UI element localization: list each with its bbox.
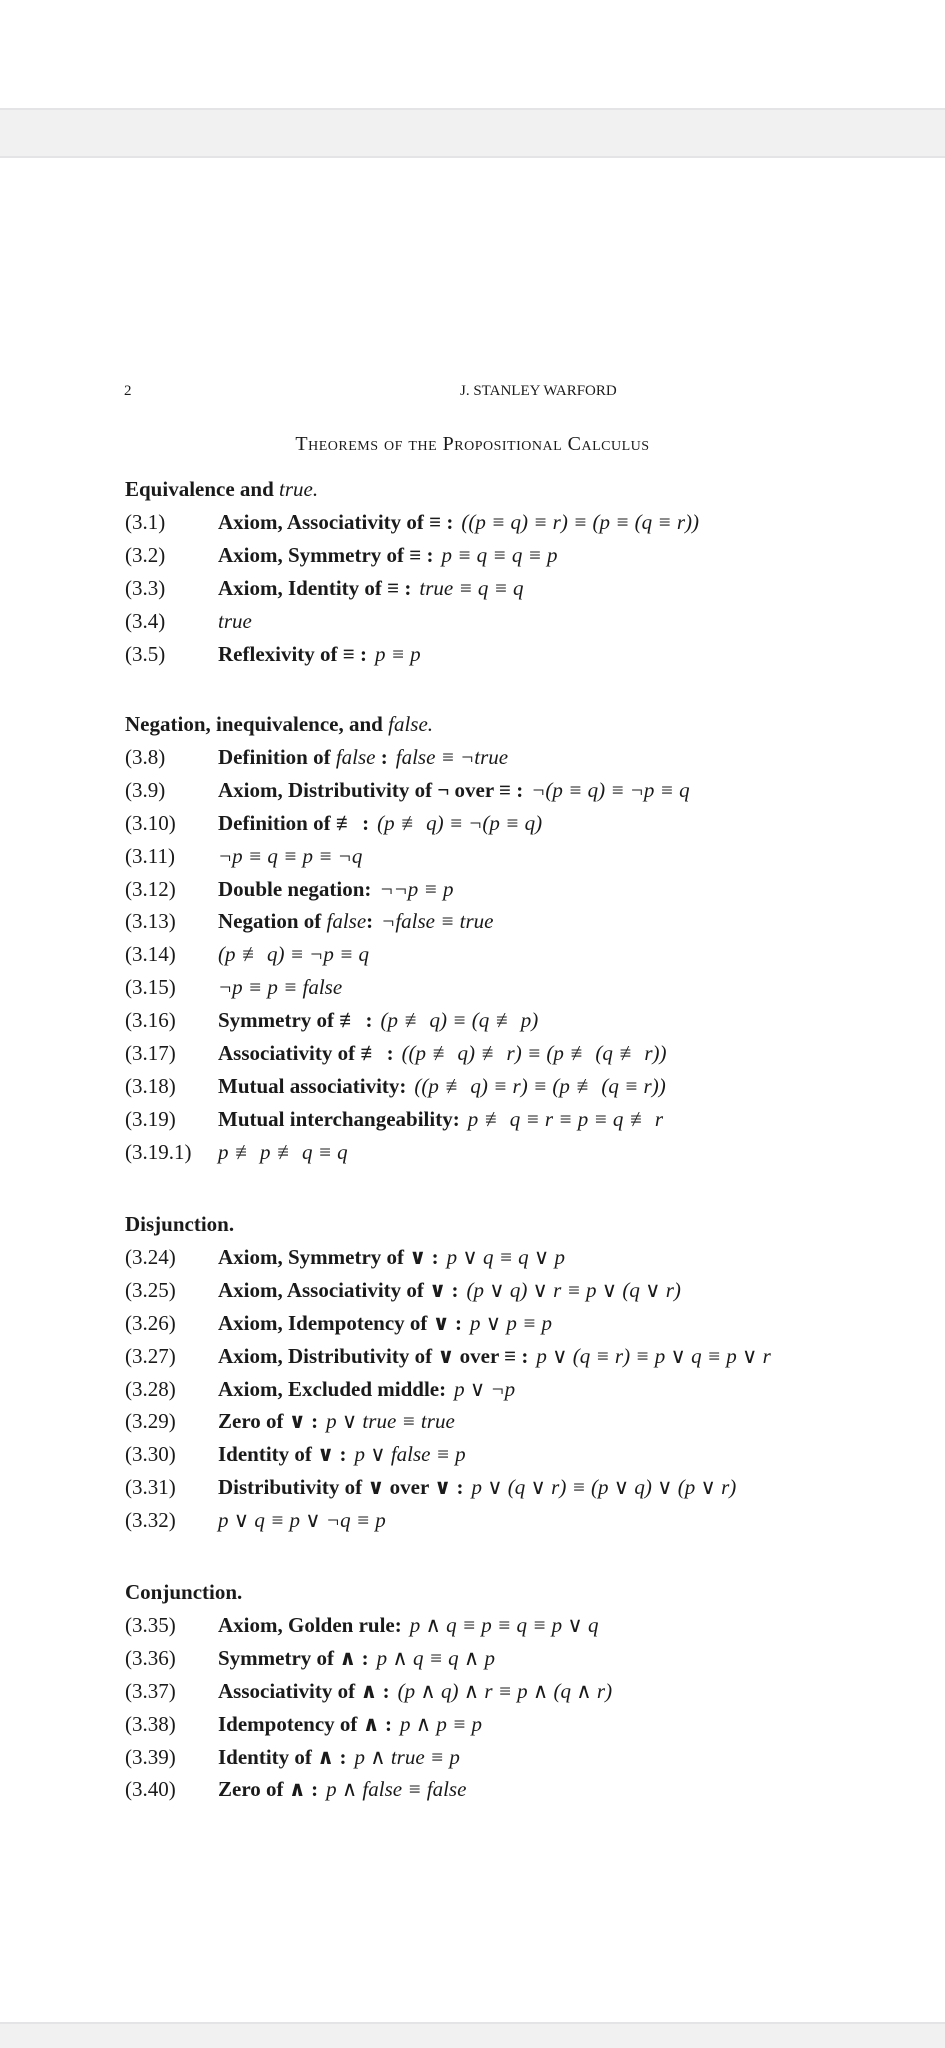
theorem-label: Axiom, Distributivity of ¬ over ≡ : — [218, 777, 524, 802]
theorem-formula: p ∧ q ≡ q ∧ p — [376, 1645, 496, 1670]
theorem-row — [125, 1438, 925, 1471]
top-strip — [0, 0, 945, 108]
theorem-number: (3.31) — [125, 1475, 176, 1500]
theorem-row — [125, 1373, 925, 1406]
theorem-row — [125, 905, 925, 938]
theorem-row — [125, 971, 925, 1004]
section-heading — [125, 1208, 925, 1241]
theorem-row — [125, 1241, 925, 1274]
theorem-row — [125, 1675, 925, 1708]
theorem-label: Axiom, Idempotency of ∨ : — [218, 1310, 462, 1335]
section — [125, 708, 925, 1169]
theorem-row — [125, 605, 925, 638]
theorem-row — [125, 840, 925, 873]
theorem-formula: p ∨ false ≡ p — [354, 1442, 466, 1467]
theorem-label: Negation of false: — [218, 909, 374, 934]
theorem-formula: (p ∨ q) ∨ r ≡ p ∨ (q ∨ r) — [466, 1277, 681, 1302]
theorem-row — [125, 1070, 925, 1103]
theorem-number: (3.15) — [125, 975, 176, 1000]
section-heading-text: Conjunction. — [125, 1580, 243, 1604]
theorem-label: Axiom, Associativity of ∨ : — [218, 1277, 459, 1302]
theorem-number: (3.13) — [125, 909, 176, 934]
theorem-row — [125, 1103, 925, 1136]
theorem-row — [125, 1004, 925, 1037]
theorem-formula: p ∨ q ≡ p ∨ ¬q ≡ p — [218, 1508, 386, 1533]
theorem-number: (3.28) — [125, 1376, 176, 1401]
theorem-number: (3.9) — [125, 777, 166, 802]
section-heading — [125, 473, 925, 506]
theorem-number: (3.16) — [125, 1008, 176, 1033]
theorem-number: (3.35) — [125, 1613, 176, 1637]
theorem-formula: ¬p ≡ p ≡ false — [218, 975, 343, 1000]
theorem-formula: p ≡ p — [375, 641, 421, 666]
theorem-formula: p ≢ q ≡ r ≡ p ≡ q ≢ r — [467, 1106, 664, 1131]
theorem-number: (3.40) — [125, 1777, 176, 1802]
theorem-label: Zero of ∧ : — [218, 1777, 319, 1802]
theorem-formula: true — [218, 608, 252, 633]
theorem-label: Reflexivity of ≡ : — [218, 641, 367, 666]
theorem-formula: (p ≢ q) ≡ ¬(p ≡ q) — [377, 810, 543, 835]
viewer-bottom-bar — [0, 2022, 945, 2048]
theorem-row — [125, 1504, 925, 1537]
theorem-number: (3.11) — [125, 843, 175, 868]
theorem-number: (3.18) — [125, 1073, 176, 1098]
theorem-formula: ((p ≡ q) ≡ r) ≡ (p ≡ (q ≡ r)) — [461, 510, 700, 534]
theorem-number: (3.24) — [125, 1245, 176, 1269]
theorem-number: (3.36) — [125, 1645, 176, 1670]
theorem-formula: ¬false ≡ true — [381, 909, 494, 934]
theorem-row — [125, 1307, 925, 1340]
theorem-label: Identity of ∨ : — [218, 1442, 347, 1467]
section — [125, 473, 925, 670]
theorem-number: (3.1) — [125, 510, 166, 534]
section-heading — [125, 708, 925, 741]
theorem-label: Idempotency of ∧ : — [218, 1711, 392, 1736]
theorem-formula: p ≡ q ≡ q ≡ p — [441, 542, 558, 567]
theorem-number: (3.5) — [125, 641, 166, 666]
running-head: J. STANLEY WARFORD — [460, 383, 617, 399]
theorem-number: (3.3) — [125, 575, 166, 600]
theorem-label: Identity of ∧ : — [218, 1744, 347, 1769]
theorem-row — [125, 1741, 925, 1774]
theorem-label: Distributivity of ∨ over ∨ : — [218, 1475, 464, 1500]
theorem-row — [125, 1708, 925, 1741]
theorem-row — [125, 506, 925, 539]
theorem-number: (3.19.1) — [125, 1139, 192, 1164]
theorem-formula: p ∧ p ≡ p — [399, 1711, 482, 1736]
theorem-row — [125, 1773, 925, 1806]
theorem-number: (3.26) — [125, 1310, 176, 1335]
theorem-formula: (p ∧ q) ∧ r ≡ p ∧ (q ∧ r) — [397, 1678, 613, 1703]
theorem-number: (3.4) — [125, 608, 166, 633]
theorem-label: Symmetry of ∧ : — [218, 1645, 369, 1670]
theorem-row — [125, 1642, 925, 1675]
theorem-formula: p ∧ q ≡ p ≡ q ≡ p ∨ q — [409, 1613, 599, 1637]
theorem-formula: p ∨ (q ≡ r) ≡ p ∨ q ≡ p ∨ r — [536, 1343, 771, 1368]
theorem-label: Definition of false : — [218, 745, 388, 769]
section-heading-text: Negation, inequivalence, and — [125, 712, 383, 736]
theorem-formula: p ∨ ¬p — [454, 1376, 516, 1401]
theorem-label: Axiom, Golden rule: — [218, 1613, 402, 1637]
theorem-number: (3.10) — [125, 810, 176, 835]
theorem-number: (3.30) — [125, 1442, 176, 1467]
theorem-label: Associativity of ≢ : — [218, 1041, 394, 1066]
theorem-number: (3.14) — [125, 942, 176, 967]
theorem-number: (3.19) — [125, 1106, 176, 1131]
theorem-formula: (p ≢ q) ≡ (q ≢ p) — [380, 1008, 539, 1033]
theorem-row — [125, 938, 925, 971]
theorem-formula: (p ≢ q) ≡ ¬p ≡ q — [218, 942, 369, 967]
theorem-label: Axiom, Identity of ≡ : — [218, 575, 412, 600]
theorem-label: Associativity of ∧ : — [218, 1678, 390, 1703]
theorem-number: (3.32) — [125, 1508, 176, 1533]
theorem-row — [125, 572, 925, 605]
theorem-row — [125, 873, 925, 906]
theorem-number: (3.17) — [125, 1041, 176, 1066]
theorem-formula: p ∨ (q ∨ r) ≡ (p ∨ q) ∨ (p ∨ r) — [471, 1475, 737, 1500]
theorem-formula: ((p ≢ q) ≡ r) ≡ (p ≢ (q ≡ r)) — [414, 1073, 666, 1098]
section — [125, 1208, 925, 1537]
theorem-formula: p ∨ q ≡ q ∨ p — [446, 1245, 566, 1269]
theorem-row — [125, 1136, 925, 1169]
theorem-formula: true ≡ q ≡ q — [419, 575, 524, 600]
theorem-label: Double negation: — [218, 876, 372, 901]
theorem-row — [125, 1274, 925, 1307]
section-heading — [125, 1576, 925, 1609]
theorem-label: Mutual associativity: — [218, 1073, 407, 1098]
theorem-number: (3.25) — [125, 1277, 176, 1302]
theorem-row — [125, 774, 925, 807]
theorem-number: (3.12) — [125, 876, 176, 901]
theorem-row — [125, 741, 925, 774]
theorem-row — [125, 1471, 925, 1504]
theorem-number: (3.38) — [125, 1711, 176, 1736]
theorem-label: Axiom, Associativity of ≡ : — [218, 510, 454, 534]
theorem-number: (3.8) — [125, 745, 166, 769]
theorem-label: Axiom, Excluded middle: — [218, 1376, 447, 1401]
section-heading-text: Equivalence and — [125, 477, 274, 501]
theorem-label: Zero of ∨ : — [218, 1409, 319, 1434]
theorem-number: (3.37) — [125, 1678, 176, 1703]
theorem-row — [125, 1405, 925, 1438]
theorem-label: Symmetry of ≢ : — [218, 1008, 373, 1033]
theorem-row — [125, 807, 925, 840]
theorem-label: Axiom, Distributivity of ∨ over ≡ : — [218, 1343, 529, 1368]
theorem-number: (3.29) — [125, 1409, 176, 1434]
theorem-formula: p ∧ true ≡ p — [354, 1744, 460, 1769]
page-number: 2 — [124, 383, 132, 399]
theorem-formula: p ∨ true ≡ true — [326, 1409, 455, 1434]
theorem-row — [125, 1037, 925, 1070]
theorem-row — [125, 1609, 925, 1642]
theorem-label: Axiom, Symmetry of ≡ : — [218, 542, 434, 567]
theorem-number: (3.27) — [125, 1343, 176, 1368]
theorem-row — [125, 1340, 925, 1373]
theorem-formula: ¬(p ≡ q) ≡ ¬p ≡ q — [531, 777, 690, 802]
theorem-formula: ¬p ≡ q ≡ p ≡ ¬q — [218, 843, 363, 868]
viewer-toolbar — [0, 108, 945, 158]
theorem-row — [125, 539, 925, 572]
theorem-label: Definition of ≢ : — [218, 810, 370, 835]
section-heading-math: true. — [273, 477, 319, 501]
theorem-formula: p ∨ p ≡ p — [469, 1310, 552, 1335]
section — [125, 1576, 925, 1806]
theorem-formula: ((p ≢ q) ≢ r) ≡ (p ≢ (q ≢ r)) — [401, 1041, 667, 1066]
theorem-formula: ¬¬p ≡ p — [379, 876, 454, 901]
theorem-row — [125, 638, 925, 671]
page-title: Theorems of the Propositional Calculus — [295, 433, 650, 455]
theorem-label: Axiom, Symmetry of ∨ : — [218, 1245, 439, 1269]
theorem-formula: p ≢ p ≢ q ≡ q — [218, 1139, 348, 1164]
document-page — [0, 160, 945, 2020]
section-heading-text: Disjunction. — [125, 1212, 235, 1236]
theorem-number: (3.39) — [125, 1744, 176, 1769]
theorem-label: Mutual interchangeability: — [218, 1106, 460, 1131]
section-heading-math: false. — [382, 712, 434, 736]
theorem-formula: false ≡ ¬true — [395, 745, 509, 769]
theorem-number: (3.2) — [125, 542, 166, 567]
theorem-formula: p ∧ false ≡ false — [326, 1777, 467, 1802]
